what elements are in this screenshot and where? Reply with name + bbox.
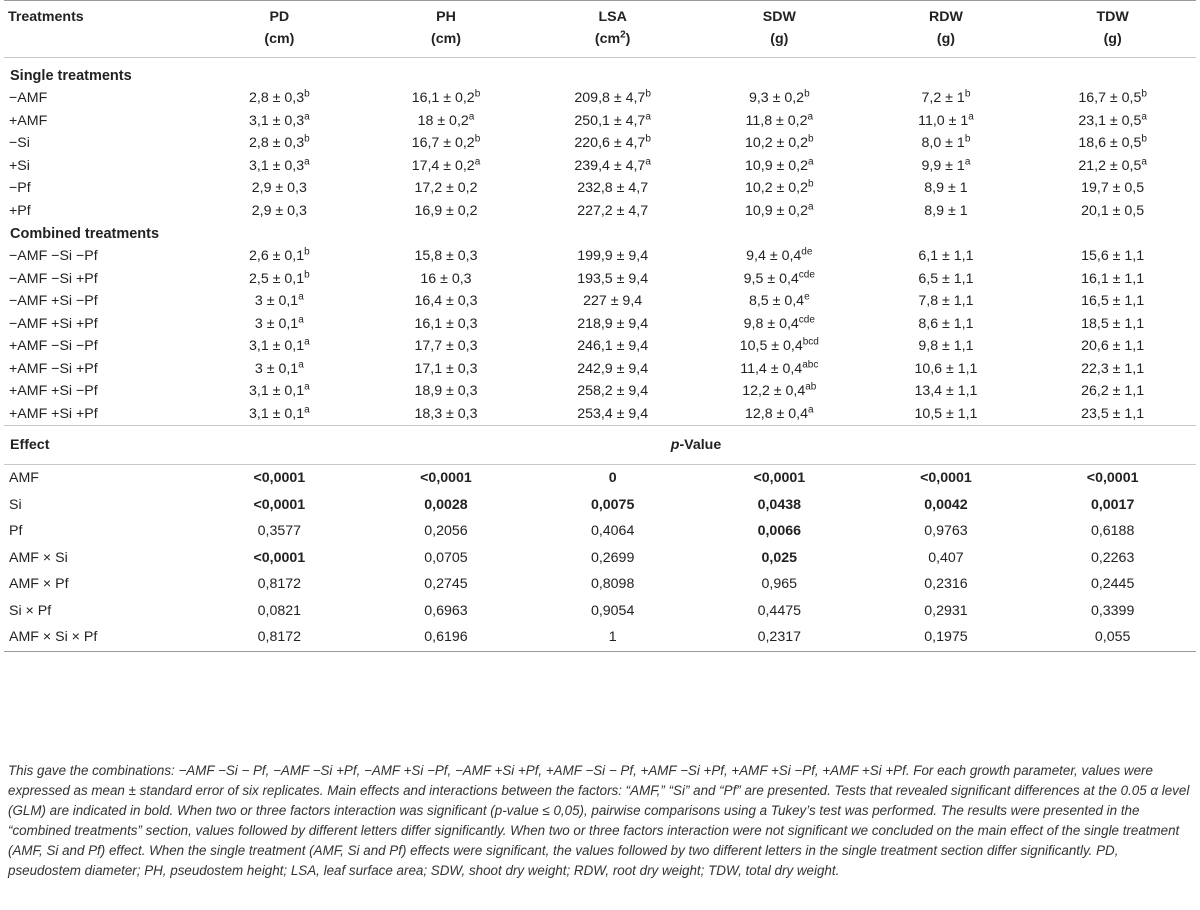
row-label: +Si [9, 157, 30, 174]
table-cell: 8,9 ± 1 [924, 180, 968, 197]
pvalue-cell: 0,4064 [590, 523, 635, 540]
table-cell: 258,2 ± 9,4 [577, 383, 649, 400]
table-cell: 9,3 ± 0,2$^b$ [748, 88, 810, 107]
row-label: +AMF +Si −Pf [9, 383, 98, 400]
significance-letter: a [808, 201, 814, 213]
table-cell: 23,1 ± 0,5$^a$ [1078, 111, 1147, 129]
table-row [4, 155, 1196, 178]
table-cell: 16,9 ± 0,2 [414, 202, 478, 219]
table-row [4, 177, 1196, 200]
pvalue-cell: 0,0705 [424, 549, 468, 566]
table-cell: 3,1 ± 0,3$^a$ [248, 111, 310, 129]
pvalue-header: p-Value [670, 437, 722, 453]
table-cell: 9,8 ± 1,1 [918, 338, 974, 355]
pvalue-cell: 0,2317 [757, 629, 801, 646]
table-cell: 12,8 ± 0,4$^a$ [745, 404, 814, 422]
significance-letter: b [304, 246, 310, 258]
table-cell: 16,1 ± 1,1 [1081, 270, 1145, 287]
table-cell: 8,9 ± 1 [924, 202, 968, 219]
row-label: +AMF −Si −Pf [9, 338, 98, 355]
table-cell: 17,1 ± 0,3 [414, 360, 478, 377]
table-cell: 2,5 ± 0,1$^b$ [248, 269, 310, 287]
significance-letter: a [1141, 111, 1147, 123]
col-header-pd: PD [269, 9, 290, 25]
table-cell: 209,8 ± 4,7$^b$ [574, 88, 651, 107]
table-cell: 3,1 ± 0,1$^a$ [248, 381, 310, 400]
table-cell: 13,4 ± 1,1 [914, 383, 978, 400]
significance-letter: b [808, 178, 814, 190]
table-cell: 23,5 ± 1,1 [1081, 405, 1145, 422]
effect-row [4, 545, 1196, 572]
significance-letter: b [304, 269, 310, 281]
pvalue-cell: 0,3577 [257, 523, 302, 540]
table-cell: 232,8 ± 4,7 [577, 180, 649, 197]
table-cell: 15,8 ± 0,3 [414, 248, 478, 265]
table-cell: 3 ± 0,1$^a$ [254, 314, 304, 332]
effect-row [4, 492, 1196, 519]
table-cell: 16,5 ± 1,1 [1081, 293, 1145, 310]
table-cell: 2,6 ± 0,1$^b$ [248, 246, 310, 265]
table-footnote: This gave the combinations: −AMF −Si − Pf, −AMF −Si +Pf, −AMF +Si −Pf, −AMF +Si +Pf, +AMF −Si − Pf, +AMF −Si +Pf, +AMF +Si −Pf, +AMF +Si +Pf. For each growth parameter, values were expressed as mean ± standard error of six replicates. Main effects and interactions between the factors: “AMF,” “Si” and “Pf” are presented. Tests that revealed significant differences at the 0.05 α level (GLM) are indicated in bold. When two or three factors interaction was significant (p-value ≤ 0,05), pairwise comparisons using a Tukey’s test was performed. The results were presented in the “combined treatments” section, values followed by different letters differ significantly. When two or three factors interaction were not significant we concluded on the main effect of the single treatment (AMF, Si and Pf) effect. When the single treatment (AMF, Si and Pf) effects were significant, the values followed by two different letters in the single treatment section differ significantly. PD, pseudostem diameter; PH, pseudostem height; LSA, leaf surface area; SDW, shoot dry weight; RDW, root dry weight; TDW, total dry weight. [8, 763, 1190, 878]
significance-letter: a [468, 111, 475, 123]
significance-letter: a [968, 111, 974, 123]
pvalue-cell: 0,8098 [590, 576, 635, 593]
effect-row [4, 598, 1196, 625]
significance-letter: e [804, 291, 810, 303]
significance-letter: b [474, 133, 481, 145]
table-cell: 10,9 ± 0,2$^a$ [745, 156, 814, 174]
pvalue-cell: 0,025 [761, 549, 798, 566]
pvalue-cell: 0,2699 [590, 549, 635, 566]
significance-letter: a [298, 359, 304, 371]
table-cell: $9,9 \pm 1^a$ [921, 156, 971, 174]
pvalue-cell: 0,9054 [590, 602, 635, 619]
significance-letter: b [304, 133, 310, 145]
unit-lsa: $(cm^2)$ [594, 29, 631, 47]
table-row [4, 132, 1196, 155]
pvalue-cell: 0,0821 [257, 602, 302, 619]
table-cell: 18,9 ± 0,3 [414, 383, 478, 400]
table-cell: $11,0 \pm 1^a$ [918, 111, 974, 129]
table-cell: 9,8 ± 0,4$^{cde}$ [743, 314, 815, 332]
pvalue-cell: <0,0001 [420, 470, 472, 487]
table-row [4, 87, 1196, 110]
table-row [4, 245, 1196, 268]
table-cell: 218,9 ± 9,4 [577, 315, 649, 332]
row-label: +AMF +Si +Pf [9, 405, 98, 422]
table-cell: 16,7 ± 0,2$^b$ [411, 133, 481, 152]
table-cell: 227 ± 9,4 [583, 293, 643, 310]
effect-label: Pf [9, 523, 23, 540]
effect-row [4, 465, 1196, 492]
row-label: +AMF −Si +Pf [9, 360, 98, 377]
significance-letter: b [645, 133, 651, 145]
effect-label: Si [9, 496, 22, 513]
significance-letter: a [807, 111, 814, 123]
significance-letter: a [808, 404, 814, 416]
pvalue-cell: 0,055 [1094, 629, 1131, 646]
significance-letter: b [304, 88, 310, 100]
significance-letter: a [808, 156, 814, 168]
pvalue-cell: 0,9763 [924, 523, 968, 540]
table-cell: 3,1 ± 0,1$^a$ [248, 336, 310, 355]
table-cell: 3,1 ± 0,1$^a$ [248, 404, 310, 422]
pvalue-cell: 0,0075 [590, 496, 635, 513]
table-cell: 10,2 ± 0,2$^b$ [745, 133, 814, 152]
effect-label: Si × Pf [9, 602, 52, 619]
table-cell: 17,2 ± 0,2 [414, 180, 478, 197]
table-cell: 11,8 ± 0,2$^a$ [745, 111, 814, 129]
table-cell: 2,8 ± 0,3$^b$ [248, 133, 310, 152]
pvalue-cell: 0 [608, 470, 617, 487]
pvalue-cell: 0,2056 [424, 523, 468, 540]
table-cell: $7,2 \pm 1^b$ [921, 88, 971, 107]
significance-letter: a [645, 111, 651, 123]
table-cell: 11,4 ± 0,4$^{abc}$ [740, 359, 819, 377]
table-bottom-rule [4, 651, 1196, 652]
col-header-tdw: TDW [1096, 9, 1129, 25]
pvalue-cell: <0,0001 [253, 470, 306, 487]
table-cell: 10,2 ± 0,2$^b$ [745, 178, 814, 197]
significance-letter: a [304, 404, 310, 416]
pvalue-cell: 1 [608, 629, 617, 646]
pvalue-cell: 0,6963 [424, 602, 468, 619]
significance-letter: a [304, 336, 310, 348]
row-label: +AMF [9, 112, 48, 129]
significance-letter: b [1141, 133, 1147, 145]
col-header-lsa: LSA [598, 9, 627, 25]
pvalue-cell: 0,4475 [757, 602, 801, 619]
effect-row [4, 571, 1196, 598]
table-cell: 19,7 ± 0,5 [1081, 180, 1145, 197]
unit-tdw: (g) [1103, 31, 1122, 47]
significance-letter: a [304, 156, 310, 168]
table-cell: 16,1 ± 0,3 [414, 315, 478, 332]
table-row [4, 200, 1196, 223]
significance-letter: bcd [802, 336, 819, 348]
pvalue-cell: 0,6188 [1090, 523, 1135, 540]
table-cell: 16,4 ± 0,3 [414, 293, 478, 310]
table-cell: 227,2 ± 4,7 [577, 202, 649, 219]
pvalue-cell: 0,965 [761, 576, 798, 593]
significance-letter: b [804, 88, 810, 100]
table-cell: 242,9 ± 9,4 [577, 360, 649, 377]
unit-ph: (cm) [431, 31, 461, 47]
pvalue-cell: <0,0001 [253, 496, 306, 513]
table-cell: 193,5 ± 9,4 [577, 270, 649, 287]
row-label: −Pf [9, 180, 31, 197]
table-cell: 220,6 ± 4,7$^b$ [574, 133, 651, 152]
table-cell: 10,5 ± 0,4$^{bcd}$ [739, 336, 819, 355]
table-cell: 10,9 ± 0,2$^a$ [745, 201, 814, 219]
pvalue-cell: <0,0001 [920, 470, 972, 487]
significance-letter: b [964, 133, 971, 145]
effect-label: AMF × Pf [9, 576, 69, 593]
pvalue-cell: 0,6196 [424, 629, 468, 646]
row-label: −AMF +Si −Pf [9, 293, 98, 310]
pvalue-cell: 0,0028 [424, 496, 468, 513]
header-row-names [4, 1, 1196, 31]
pvalue-cell: 0,0066 [757, 523, 801, 540]
table-cell: 18,3 ± 0,3 [414, 405, 478, 422]
pvalue-cell: 0,1975 [924, 629, 968, 646]
combined-treatments-heading-title: Combined treatments [10, 225, 160, 242]
effect-label: AMF × Si × Pf [9, 629, 98, 646]
single-treatments-heading-title: Single treatments [10, 67, 132, 84]
effect-header: Effect [10, 437, 50, 453]
col-header-rdw: RDW [929, 9, 963, 25]
significance-letter: a [474, 156, 481, 168]
significance-letter: abc [802, 359, 819, 371]
table-row [4, 290, 1196, 313]
significance-letter: a [645, 156, 651, 168]
unit-sdw: (g) [770, 31, 789, 47]
effect-header-row [4, 426, 1196, 465]
pvalue-cell: <0,0001 [253, 549, 306, 566]
table-cell: 16,7 ± 0,5$^b$ [1078, 88, 1147, 107]
table-cell: 18,5 ± 1,1 [1081, 315, 1145, 332]
pvalue-cell: 0,407 [928, 549, 964, 566]
treatments-header: Treatments [8, 9, 84, 25]
pvalue-cell: <0,0001 [753, 470, 806, 487]
row-label: +Pf [9, 202, 31, 219]
significance-letter: a [964, 156, 971, 168]
row-label: −AMF [9, 90, 48, 107]
table-cell: 3 ± 0,1$^a$ [254, 359, 304, 377]
table-row [4, 358, 1196, 381]
table-cell: 20,6 ± 1,1 [1081, 338, 1145, 355]
table-cell: 9,4 ± 0,4de [746, 246, 813, 265]
row-label: −AMF −Si +Pf [9, 270, 98, 287]
table-cell: 18 ± 0,2$^a$ [417, 111, 475, 129]
significance-letter: b [964, 88, 971, 100]
table-cell: 26,2 ± 1,1 [1081, 383, 1145, 400]
effect-label: AMF [9, 470, 39, 487]
table-row [4, 380, 1196, 403]
effect-row [4, 518, 1196, 545]
significance-letter: a [304, 111, 310, 123]
table-cell: 9,5 ± 0,4$^{cde}$ [743, 269, 815, 287]
table-cell: 16 ± 0,3 [420, 270, 472, 287]
pvalue-cell: 0,8172 [257, 576, 302, 593]
table-cell: 16,1 ± 0,2$^b$ [411, 88, 481, 107]
table-cell: 18,6 ± 0,5$^b$ [1078, 133, 1147, 152]
significance-letter: b [808, 133, 814, 145]
significance-letter: cde [798, 314, 815, 326]
table-cell: 20,1 ± 0,5 [1081, 202, 1145, 219]
table-cell: $8,0 \pm 1^b$ [921, 133, 971, 152]
single-treatments-heading [4, 58, 1196, 87]
significance-letter: cde [798, 269, 815, 281]
row-label: −AMF +Si +Pf [9, 315, 98, 332]
table-cell: 6,5 ± 1,1 [918, 270, 974, 287]
table-cell: 250,1 ± 4,7$^a$ [574, 111, 651, 129]
pvalue-cell: 0,0042 [924, 496, 968, 513]
table-cell: 2,9 ± 0,3 [251, 180, 307, 197]
table-cell: 17,7 ± 0,3 [414, 338, 478, 355]
table-cell: 2,8 ± 0,3$^b$ [248, 88, 310, 107]
table-row [4, 313, 1196, 336]
table-cell: 3,1 ± 0,3$^a$ [248, 156, 310, 174]
pvalue-cell: 0,2263 [1090, 549, 1135, 566]
table-cell: 2,9 ± 0,3 [251, 202, 307, 219]
table-cell: 10,6 ± 1,1 [914, 360, 978, 377]
pvalue-cell: 0,2316 [924, 576, 968, 593]
results-table [4, 0, 1196, 652]
table-cell: 21,2 ± 0,5$^a$ [1078, 156, 1147, 174]
pvalue-cell: 0,2931 [924, 602, 968, 619]
unit-rdw: (g) [936, 31, 956, 47]
table-row [4, 335, 1196, 358]
table-cell: 6,1 ± 1,1 [918, 248, 974, 265]
header-row-units [4, 31, 1196, 58]
table-cell: 7,8 ± 1,1 [918, 293, 974, 310]
combined-treatments-heading [4, 222, 1196, 245]
effect-label: AMF × Si [9, 549, 68, 566]
table-cell: 10,5 ± 1,1 [914, 405, 978, 422]
table-cell: 246,1 ± 9,4 [577, 338, 649, 355]
table-cell: 8,5 ± 0,4$^e$ [748, 291, 810, 310]
effect-row [4, 624, 1196, 651]
col-header-sdw: SDW [762, 9, 796, 25]
pvalue-cell: 0,2745 [424, 576, 468, 593]
table-cell: 8,6 ± 1,1 [918, 315, 974, 332]
significance-letter: de [801, 246, 813, 258]
significance-letter: a [298, 291, 304, 303]
pvalue-cell: 0,8172 [257, 629, 302, 646]
pvalue-cell: 0,0438 [757, 496, 801, 513]
significance-letter: b [645, 88, 651, 100]
table-row [4, 403, 1196, 426]
unit-pd: (cm) [264, 31, 295, 47]
table-cell: 3 ± 0,1$^a$ [254, 291, 304, 310]
table-row [4, 110, 1196, 133]
pvalue-cell: 0,2445 [1090, 576, 1135, 593]
table-row [4, 268, 1196, 291]
significance-letter: b [474, 88, 481, 100]
pvalue-cell: 0,3399 [1090, 602, 1135, 619]
significance-letter: b [1141, 88, 1147, 100]
pvalue-cell: <0,0001 [1086, 470, 1139, 487]
table-cell: 17,4 ± 0,2$^a$ [411, 156, 481, 174]
table-cell: 22,3 ± 1,1 [1081, 360, 1145, 377]
table-cell: 253,4 ± 9,4 [577, 405, 649, 422]
significance-letter: a [298, 314, 304, 326]
pvalue-cell: 0,0017 [1090, 496, 1135, 513]
significance-letter: a [304, 381, 310, 393]
table-cell: 199,9 ± 9,4 [577, 248, 649, 265]
significance-letter: a [1141, 156, 1147, 168]
row-label: −AMF −Si −Pf [9, 248, 98, 265]
significance-letter: ab [805, 381, 817, 393]
table-cell: 239,4 ± 4,7$^a$ [574, 156, 651, 174]
row-label: −Si [9, 135, 30, 152]
table-cell: 15,6 ± 1,1 [1081, 248, 1145, 265]
table-cell: 12,2 ± 0,4$^{ab}$ [742, 381, 817, 400]
col-header-ph: PH [436, 9, 456, 25]
